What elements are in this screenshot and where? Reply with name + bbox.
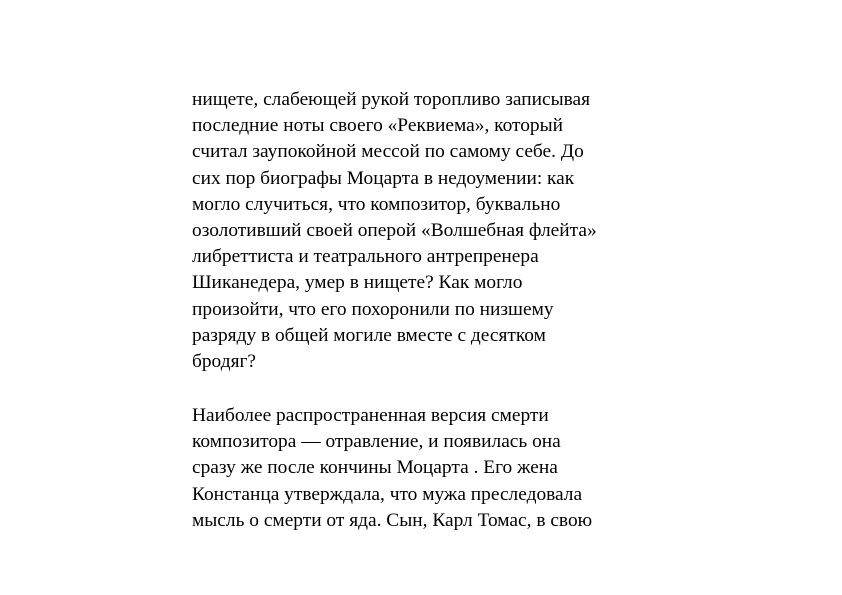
text-line: мысль о смерти от яда. Сын, Карл Томас, в свою bbox=[192, 509, 593, 531]
text-line: считал заупокойной мессой по самому себе. До bbox=[192, 141, 584, 163]
text-line: сразу же после кончины Моцарта . Его жена bbox=[192, 457, 558, 479]
paragraph-1 bbox=[192, 87, 662, 375]
text-line: бродяг? bbox=[192, 351, 257, 373]
text-line: разряду в общей могиле вместе с десятком bbox=[192, 324, 546, 346]
text-line: сих пор биографы Моцарта в недоумении: как bbox=[192, 167, 575, 189]
text-line: Наиболее распространенная версия смерти bbox=[192, 405, 549, 426]
text-line: Шиканедера, умер в нищете? Как могло bbox=[192, 272, 523, 294]
text-line: либреттиста и театрального антрепренера bbox=[192, 246, 539, 268]
text-line: произойти, что его похоронили по низшему bbox=[192, 298, 554, 320]
text-line: нищете, слабеющей рукой торопливо записывая bbox=[192, 89, 591, 110]
text-line: озолотивший своей оперой «Волшебная флейта» bbox=[192, 220, 597, 242]
paragraph-2 bbox=[192, 403, 662, 534]
text-line: композитора — отравление, и появилась она bbox=[192, 431, 561, 453]
text-line: могло случиться, что композитор, буквально bbox=[192, 193, 561, 215]
text-line: Констанца утверждала, что мужа преследовала bbox=[192, 483, 583, 505]
text-line: последние ноты своего «Реквиема», который bbox=[192, 115, 564, 137]
